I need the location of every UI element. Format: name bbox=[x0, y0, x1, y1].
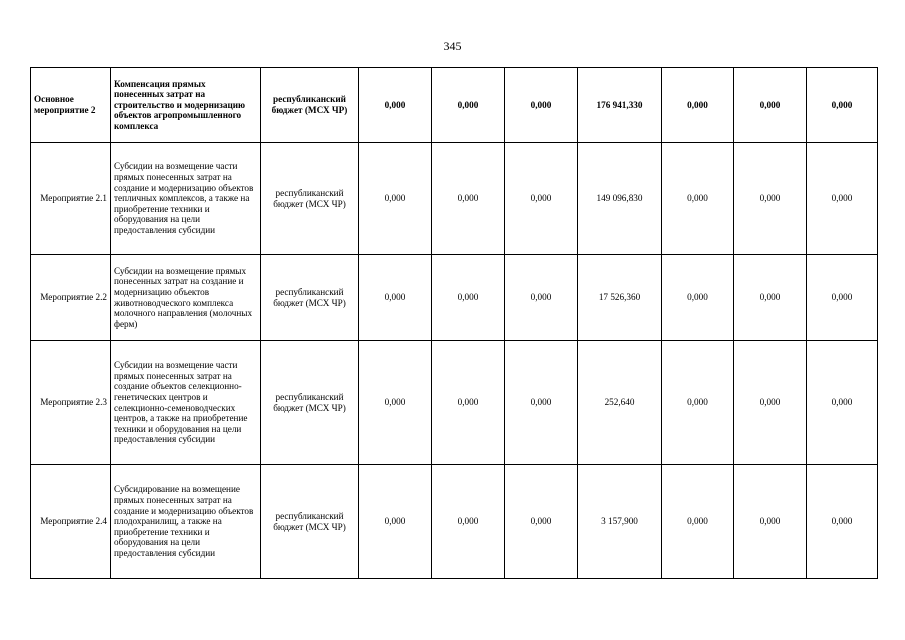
activity-code: Мероприятие 2.1 bbox=[31, 143, 111, 255]
value-cell: 0,000 bbox=[359, 341, 432, 465]
table-row-activity-2-1 bbox=[31, 143, 878, 255]
value-cell: 0,000 bbox=[734, 255, 807, 341]
page-number: 345 bbox=[443, 39, 462, 53]
value-cell: 0,000 bbox=[432, 255, 505, 341]
funding-source: республиканский бюджет (МСХ ЧР) bbox=[261, 255, 359, 341]
value-cell: 0,000 bbox=[359, 465, 432, 579]
activity-description: Субсидии на возмещение части прямых понесенных затрат на создание объектов селекционно-генетических центров и селекционно-семеноводческих центров, а также на приобретение техники и оборудования на цели предоставления субсидии bbox=[111, 341, 261, 465]
funding-source: республиканский бюджет (МСХ ЧР) bbox=[261, 465, 359, 579]
value-cell: 0,000 bbox=[734, 68, 807, 143]
value-cell: 0,000 bbox=[359, 143, 432, 255]
value-cell: 0,000 bbox=[505, 255, 578, 341]
value-cell: 0,000 bbox=[807, 255, 878, 341]
value-cell: 3 157,900 bbox=[578, 465, 662, 579]
activity-description: Компенсация прямых понесенных затрат на строительство и модернизацию объектов агропромышленного комплекса bbox=[111, 68, 261, 143]
value-cell: 0,000 bbox=[505, 68, 578, 143]
value-cell: 0,000 bbox=[505, 341, 578, 465]
activity-code: Основное мероприятие 2 bbox=[31, 68, 111, 143]
value-cell: 0,000 bbox=[432, 341, 505, 465]
value-cell: 0,000 bbox=[662, 143, 734, 255]
value-cell: 0,000 bbox=[432, 465, 505, 579]
value-cell: 0,000 bbox=[662, 255, 734, 341]
value-cell: 0,000 bbox=[807, 143, 878, 255]
table-row-activity-2-4 bbox=[31, 465, 878, 579]
value-cell: 0,000 bbox=[359, 68, 432, 143]
value-cell: 252,640 bbox=[578, 341, 662, 465]
activity-code: Мероприятие 2.2 bbox=[31, 255, 111, 341]
activity-code: Мероприятие 2.4 bbox=[31, 465, 111, 579]
funding-source: республиканский бюджет (МСХ ЧР) bbox=[261, 341, 359, 465]
table-row-main-activity bbox=[31, 68, 878, 143]
value-cell: 0,000 bbox=[662, 465, 734, 579]
value-cell: 0,000 bbox=[662, 68, 734, 143]
budget-table bbox=[30, 67, 878, 579]
activity-code: Мероприятие 2.3 bbox=[31, 341, 111, 465]
value-cell: 0,000 bbox=[734, 465, 807, 579]
value-cell: 0,000 bbox=[432, 143, 505, 255]
value-cell: 0,000 bbox=[807, 68, 878, 143]
value-cell: 0,000 bbox=[432, 68, 505, 143]
value-cell: 0,000 bbox=[807, 465, 878, 579]
table-row-activity-2-2 bbox=[31, 255, 878, 341]
funding-source: республиканский бюджет (МСХ ЧР) bbox=[261, 143, 359, 255]
activity-description: Субсидии на возмещение прямых понесенных затрат на создание и модернизацию объектов животноводческого комплекса молочного направления (молочных ферм) bbox=[111, 255, 261, 341]
table-row-activity-2-3 bbox=[31, 341, 878, 465]
activity-description: Субсидии на возмещение части прямых понесенных затрат на создание и модернизацию объектов тепличных комплексов, а также на приобретение техники и оборудования на цели предоставления субсидии bbox=[111, 143, 261, 255]
value-cell: 0,000 bbox=[734, 341, 807, 465]
value-cell: 0,000 bbox=[807, 341, 878, 465]
value-cell: 0,000 bbox=[734, 143, 807, 255]
value-cell: 0,000 bbox=[359, 255, 432, 341]
value-cell: 149 096,830 bbox=[578, 143, 662, 255]
value-cell: 17 526,360 bbox=[578, 255, 662, 341]
value-cell: 176 941,330 bbox=[578, 68, 662, 143]
value-cell: 0,000 bbox=[505, 465, 578, 579]
value-cell: 0,000 bbox=[505, 143, 578, 255]
activity-description: Субсидирование на возмещение прямых понесенных затрат на создание и модернизацию объектов плодохранилищ, а также на приобретение техники и оборудования на цели предоставления субсидии bbox=[111, 465, 261, 579]
value-cell: 0,000 bbox=[662, 341, 734, 465]
funding-source: республиканский бюджет (МСХ ЧР) bbox=[261, 68, 359, 143]
